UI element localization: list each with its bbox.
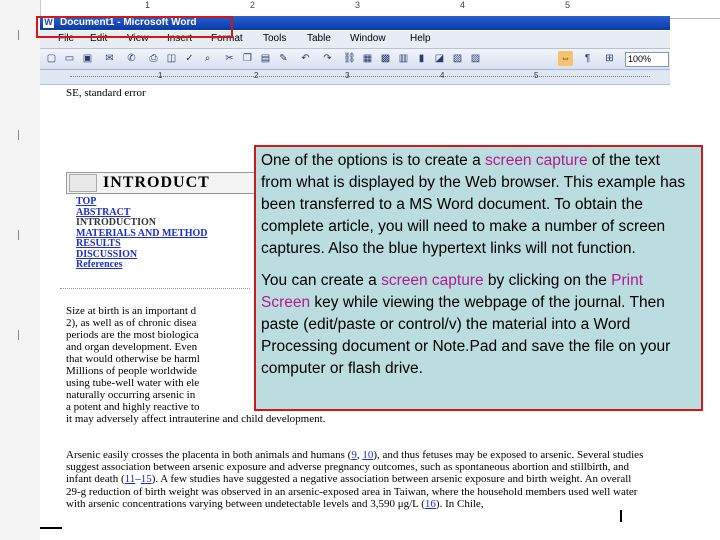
ruler-dots: [70, 76, 650, 77]
zoom-select[interactable]: 100%: [625, 52, 669, 67]
callout-highlight: screen capture: [381, 272, 484, 289]
body-paragraph: [66, 305, 326, 425]
ruler-number: 5: [534, 71, 539, 80]
ruler-number: 1: [145, 0, 151, 10]
undo-icon[interactable]: ↶: [301, 53, 310, 64]
para-line: a potent and highly reactive to: [66, 401, 200, 413]
ruler-number: 3: [345, 71, 350, 80]
callout-text: key while viewing the webpage of the journal. Then paste (edit/paste or control/v) the material into a Word Processing document or Note.Pad and save the file on your computer or flash drive.: [261, 294, 671, 377]
para-text: ). In Chile,: [435, 497, 484, 510]
page-edge-mark: [40, 527, 62, 529]
nav-link[interactable]: DISCUSSION: [76, 248, 138, 260]
ref-link[interactable]: 10: [362, 449, 374, 461]
heading-text: INTRODUCT: [103, 174, 210, 191]
tables-borders-icon[interactable]: ▦: [362, 53, 373, 64]
heading-image-icon: [69, 174, 97, 192]
format-painter-icon[interactable]: ✎: [279, 53, 288, 64]
ruler-number: 4: [440, 71, 445, 80]
callout-highlight: screen capture: [485, 152, 588, 169]
para-text: ), and thus fetuses may be exposed to arsenic. Several studies suggest association between arsenic exposure and adverse pregnancy outcomes, such as spontaneous abortion and stillbirth, and infant death (: [66, 449, 644, 486]
top-cut-line: [66, 87, 646, 99]
para-line: it may adversely affect intrauterine and child development.: [66, 413, 326, 425]
ruler-mark: [18, 30, 19, 40]
cut-icon[interactable]: ✂: [225, 53, 234, 64]
pilcrow-toggle-icon[interactable]: ⇔: [558, 51, 573, 66]
insert-excel-icon[interactable]: ▥: [398, 53, 409, 64]
permission-icon[interactable]: ✉: [105, 53, 114, 64]
ref-link[interactable]: 15: [140, 473, 152, 486]
para-text: –: [135, 473, 141, 486]
ruler-number: 1: [158, 71, 163, 80]
spelling-icon[interactable]: ✓: [185, 53, 194, 64]
para-line: and organ development. Even: [66, 341, 198, 353]
ruler-number: 3: [355, 0, 361, 10]
menu-file[interactable]: File: [58, 33, 75, 44]
nav-links: [76, 197, 256, 271]
columns-icon[interactable]: ▮: [418, 53, 425, 64]
menu-table[interactable]: Table: [307, 33, 331, 44]
ref-link[interactable]: 11: [124, 473, 136, 486]
ref-link[interactable]: 9: [351, 449, 357, 461]
nav-link[interactable]: ABSTRACT: [76, 206, 131, 218]
divider: [60, 288, 250, 289]
para-text: ). A few studies have suggested a negative association between arsenic exposure and birth weight. An overall 29-g reduction of birth weight was observed in an arsenic-exposed area in Taiwan, where the household members used well water with arsenic concentrations varying between undetectable levels and 3,590 μg/L (: [66, 473, 638, 510]
print-preview-icon[interactable]: ◫: [166, 53, 177, 64]
nav-link[interactable]: INTRODUCTION: [76, 217, 157, 228]
menu-insert[interactable]: Insert: [167, 33, 193, 44]
standard-toolbar: [40, 49, 670, 70]
menu-edit[interactable]: Edit: [90, 33, 108, 44]
para-text: ,: [356, 449, 363, 461]
callout-paragraph-1: [261, 150, 695, 260]
print-icon[interactable]: ⎙: [149, 53, 158, 64]
nav-link[interactable]: TOP: [76, 196, 97, 207]
para-line: using tube-well water with ele: [66, 377, 200, 389]
ruler-number: 5: [565, 0, 571, 10]
menu-format[interactable]: Format: [211, 33, 243, 44]
para-line: Size at birth is an important d: [66, 305, 197, 317]
explanation-callout: [254, 145, 703, 411]
ruler-number: 2: [254, 71, 259, 80]
window-title: Document1 - Microsoft Word: [60, 17, 197, 28]
hyperlink-icon[interactable]: ⛓: [343, 53, 356, 64]
document-ruler: [40, 70, 670, 85]
ruler-mark: [18, 230, 19, 240]
ruler-mark: [18, 330, 19, 340]
paste-icon[interactable]: ▤: [260, 53, 271, 64]
research-icon[interactable]: ⌕: [204, 53, 211, 64]
menu-view[interactable]: View: [127, 33, 149, 44]
insert-table-icon[interactable]: ▩: [380, 53, 391, 64]
para-text: Arsenic easily crosses the placenta in both animals and humans (: [66, 449, 352, 461]
callout-highlight: Print Screen: [261, 272, 643, 311]
title-highlight-box: [36, 16, 233, 38]
menu-window[interactable]: Window: [350, 33, 386, 44]
word-app-icon: W: [44, 17, 53, 27]
para-line: Millions of people worldwide: [66, 365, 198, 377]
ruler-mark: [18, 130, 19, 140]
para-line: naturally occurring arsenic in: [66, 389, 196, 401]
para-line: that would otherwise be harml: [66, 353, 200, 365]
arsenic-paragraph: [66, 449, 646, 510]
para-line: 2), as well as of chronic disea: [66, 317, 197, 329]
callout-paragraph-2: [261, 270, 695, 380]
nav-link[interactable]: References: [76, 259, 123, 270]
document-map-icon[interactable]: ▧: [452, 53, 463, 64]
drawing-icon[interactable]: ◪: [434, 53, 445, 64]
menu-tools[interactable]: Tools: [263, 33, 287, 44]
text-cursor: [620, 510, 622, 522]
callout-text: You can create a: [261, 272, 382, 289]
top-cut-text: SE, standard error: [66, 87, 146, 99]
vertical-ruler: [0, 0, 41, 540]
callout-text: One of the options is to create a: [261, 152, 486, 169]
ruler-number: 2: [250, 0, 256, 10]
redo-icon[interactable]: ↷: [323, 53, 332, 64]
ref-link[interactable]: 16: [424, 497, 436, 510]
para-line: periods are the most biologica: [66, 329, 199, 341]
menu-help[interactable]: Help: [410, 33, 431, 44]
zoom-glass-icon[interactable]: ⊞: [605, 53, 614, 64]
section-heading: [66, 172, 258, 194]
callout-text: of the text from what is displayed by the Web browser. This example has been transferred to a MS Word document. To obtain the complete article, you will need to make a number of screen captures. Also the blue hypertext links will not function.: [261, 152, 686, 257]
open-folder-icon[interactable]: ▭: [64, 53, 75, 64]
show-hide-icon[interactable]: ¶: [584, 53, 591, 64]
nav-link[interactable]: RESULTS: [76, 238, 121, 249]
ruler-number: 4: [460, 0, 466, 10]
copy-icon[interactable]: ❐: [243, 53, 252, 64]
nav-link[interactable]: MATERIALS AND METHOD: [76, 227, 208, 239]
save-icon[interactable]: ▣: [82, 53, 93, 64]
new-document-icon[interactable]: ▢: [46, 53, 57, 64]
email-icon[interactable]: ✆: [127, 53, 136, 64]
reading-icon[interactable]: ▨: [470, 53, 481, 64]
callout-text: by clicking on the: [483, 272, 612, 289]
